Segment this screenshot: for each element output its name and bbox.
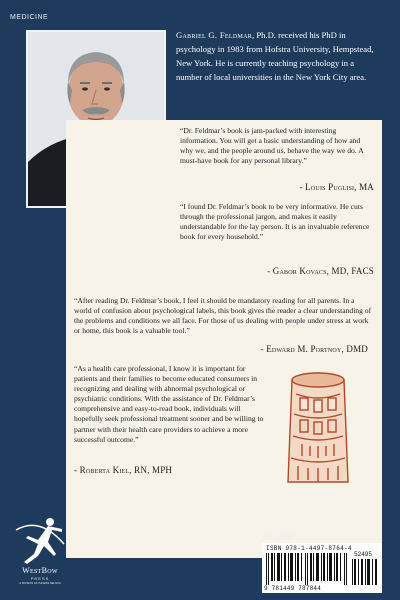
testimonial-attribution: - Edward M. Portnoy, DMD xyxy=(260,344,368,354)
testimonial-quote: “As a health care professional, I know it is important for patients and their families to become educated consumers in recognizing and dealing with abnormal psychological or psychiatric conditions. With the assistance of Dr. Feldmar’s comprehensive and easy-to-read book, individuals will hopefully seek professional treatment sooner and be willing to partner with their health care providers to achieve a more successful outcome.” xyxy=(74,364,264,444)
ean-barcode-bars xyxy=(266,553,348,585)
isbn-label: ISBN 978-1-4497-8764-4 xyxy=(266,545,352,552)
publisher-press: PRESS xyxy=(30,576,50,581)
testimonial-quote: “After reading Dr. Feldmar’s book, I feel it should be mandatory reading for all parents. In a world of confusion about psychological labels, this book gives the reader a clear understanding of the problems and conditions we all face. For those of us dealing with people under stress at work or home, this book is a valuable tool.” xyxy=(74,296,372,336)
westbow-logo-icon xyxy=(10,510,70,566)
testimonial-attribution: - Roberta Kiel, RN, MPH xyxy=(74,465,173,475)
genre-label: MEDICINE xyxy=(10,14,49,21)
price-code: 52495 xyxy=(354,551,373,558)
tower-ornament-icon xyxy=(270,360,366,484)
ean-digits: 9 781449 787844 xyxy=(264,585,322,592)
barcode xyxy=(262,543,382,593)
supplement-barcode-bars xyxy=(352,559,378,585)
publisher-name: WestBow xyxy=(22,566,58,575)
author-credential: , Ph.D. xyxy=(252,30,276,40)
price-label: U.S. $24.95 xyxy=(262,535,294,541)
author-bio xyxy=(176,28,382,84)
testimonial-quote: “I found Dr. Feldmar’s book to be very informative. He cuts through the professional jargon, and makes it easily understandable for the lay person. It is an invaluable reference book for every household.” xyxy=(180,202,370,242)
publisher-tagline: A DIVISION OF THOMAS NELSON xyxy=(19,582,61,585)
author-name: Gabriel G. Feldmar xyxy=(176,30,253,40)
testimonial-quote: “Dr. Feldmar’s book is jam-packed with interesting information. You will get a basic understanding of how and why we, and the people around us, behave the way we do. A must-have book for any personal library.” xyxy=(180,126,364,166)
publisher-logo xyxy=(10,510,70,592)
author-bio-text: received his PhD in psychology in 1983 from Hofstra University, Hempstead, New York. He is currently teaching psychology in a number of local universities in the New York City area. xyxy=(176,30,374,82)
testimonial-attribution: - Louis Puglisi, MA xyxy=(299,182,374,192)
testimonial-panel xyxy=(66,120,382,558)
testimonial-attribution: - Gabor Kovacs, MD, FACS xyxy=(267,266,374,276)
